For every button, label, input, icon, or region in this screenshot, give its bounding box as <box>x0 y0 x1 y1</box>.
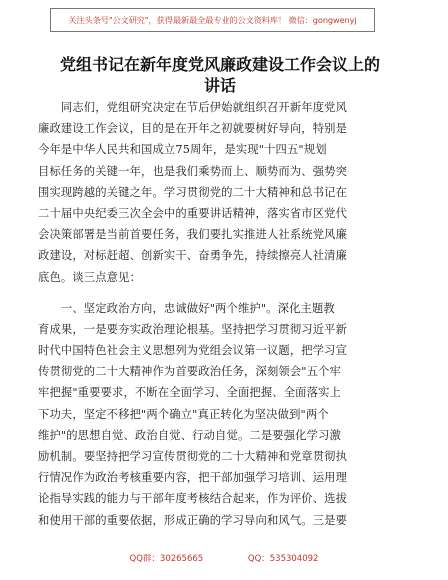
qq-number: QQ：535304092 <box>247 554 319 564</box>
text-line: 政建设，对标赶超、创新实干、奋勇争先，持续擦亮人社清廉 <box>38 249 348 263</box>
paragraph <box>38 97 413 288</box>
text-line: 励机制。要坚持把学习宣传贯彻党的二十大精神和党章贯彻执 <box>38 450 348 463</box>
text-line: 维护"的思想自觉、政治自觉、行动自觉。二是要强化学习激 <box>38 428 341 442</box>
text-line: 围实现跨越的关键之年。学习贯彻党的二十大精神和总书记在 <box>38 185 348 199</box>
text-line: 和使用干部的重要依据，形成正确的学习导向和风气。三是要 <box>38 513 348 527</box>
document-title <box>40 54 400 96</box>
text-line: 一、坚定政治方向，忠诚做好"两个维护"。深化主题教 <box>38 301 335 315</box>
text-line: 牢把握"重要要求，不断在全面学习、全面把握、全面落实上 <box>38 386 341 400</box>
title-line: 党组书记在新年度党风廉政建设工作会议上的 <box>59 55 380 74</box>
text-line: 二十届中央纪委三次全会中的重要讲话精神，落实省市区党代 <box>38 206 348 220</box>
title-line: 讲话 <box>203 76 236 95</box>
text-line: 论指导实践的能力与干部年度考核结合起来，作为评价、选拔 <box>38 492 348 506</box>
text-line: 时代中国特色社会主义思想列为党组会议第一议题，把学习宣 <box>38 344 348 358</box>
text-line: 今年是中华人民共和国成立75周年，是实现"十四五"规划 <box>38 143 327 157</box>
page-footer <box>0 552 448 564</box>
text-line: 下功夫，坚定不移把"两个确立"真正转化为坚决做到"两个 <box>38 407 329 421</box>
document-body <box>38 97 413 531</box>
text-line: 同志们，党组研究决定在节后伊始就组织召开新年度党风 <box>38 101 348 114</box>
text-line: 育成果，一是要夯实政治理论根基。坚持把学习贯彻习近平新 <box>38 322 348 336</box>
paragraph <box>38 298 413 531</box>
promo-banner: 关注头条号"公文研究"，获得最新最全最专业的公文资料库！ 微信：gongwenyj <box>50 8 375 32</box>
qq-group-number: QQ群：30265665 <box>129 554 204 564</box>
text-line: 会决策部署是当前首要任务，我们要扎实推进人社系统党风廉 <box>38 228 348 242</box>
text-line: 传贯彻党的二十大精神作为首要政治任务，深刻领会"五个牢 <box>38 365 341 379</box>
text-line: 行情况作为政治考核重要内容，把干部加强学习培训、运用理 <box>38 471 348 485</box>
text-line: 底色。谈三点意见： <box>38 270 142 284</box>
text-line: 廉政建设工作会议，目的是在开年之初就要树好导向，特别是 <box>38 122 348 136</box>
text-line: 目标任务的关键一年，也是我们乘势而上、顺势而为、强势突 <box>38 164 348 178</box>
